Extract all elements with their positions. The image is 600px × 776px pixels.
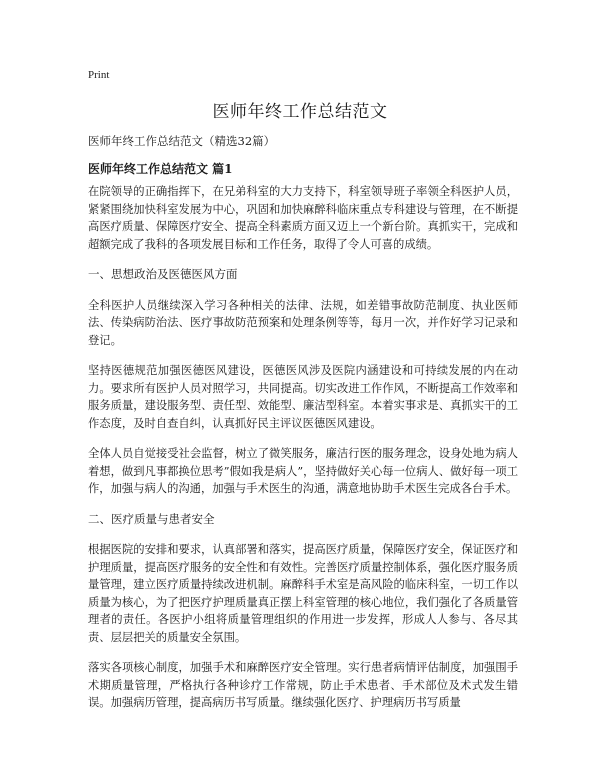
article-heading: 医师年终工作总结范文 篇1	[88, 162, 233, 176]
paragraph-intro: 在院领导的正确指挥下，在兄弟科室的大力支持下，科室领导班子率领全科医护人员，紧紧围绕加快科室发展为中心，巩固和加快麻醉科临床重点专科建设与管理，在不断提高医疗质量、保障医疗安全、提高全科素质方面又迈上一个新台阶。真抓实干，完成和超额完成了我科的各项发展目标和工作任务，取得了令人可喜的成绩。	[88, 185, 518, 251]
section-heading-quality: 二、医疗质量与患者安全	[88, 511, 215, 526]
paragraph-core-systems: 落实各项核心制度，加强手术和麻醉医疗安全管理。实行患者病情评估制度，加强围手术期质量管理，严格执行各种诊疗工作常规，防止手术患者、手术部位及术式发生错误。加强病历管理，提高病历书写质量。继续强化医疗、护理病历书写质量	[88, 661, 518, 709]
paragraph-ethics: 坚持医德规范加强医德医风建设，医德医风涉及医院内涵建设和可持续发展的内在动力。要求所有医护人员对照学习，共同提高。切实改进工作作风，不断提高工作效率和服务质量，建设服务型、责任型、效能型、廉洁型科室。本着实事求是、真抓实干的工作态度，及时自查自纠，认真抓好民主评议医德医风建设。	[88, 364, 518, 430]
print-link[interactable]: Print	[88, 69, 110, 81]
document-subtitle: 医师年终工作总结范文（精选32篇）	[88, 134, 276, 148]
page-title: 医师年终工作总结范文	[212, 102, 388, 122]
section-heading-politics: 一、思想政治及医德医风方面	[88, 267, 238, 281]
paragraph-quality: 根据医院的安排和要求，认真部署和落实，提高医疗质量，保障医疗安全，保证医疗和护理质量，提高医疗服务的安全性和有效性。完善医疗质量控制体系，强化医疗服务质量管理，建立医疗质量持续改进机制。麻醉科手术室是高风险的临床科室，一切工作以质量为核心，为了把医疗护理质量真正摆上科室管理的核心地位，我们强化了各质量管理者的责任。各医护小组将质量管理组织的作用进一步发挥，形成人人参与、各尽其责、层层把关的质量安全氛围。	[88, 543, 518, 644]
paragraph-study: 全科医护人员继续深入学习各种相关的法律、法规，如差错事故防范制度、执业医师法、传染病防治法、医疗事故防范预案和处理条例等等，每月一次，并作好学习记录和登记。	[88, 298, 518, 347]
paragraph-service: 全体人员自觉接受社会监督，树立了微笑服务，廉洁行医的服务理念，设身处地为病人着想，做到凡事都换位思考”假如我是病人”，坚持做好关心每一位病人、做好每一项工作，加强与病人的沟通，加强与手术医生的沟通，满意地协助手术医生完成各台手术。	[88, 447, 518, 495]
article-body	[88, 183, 518, 725]
